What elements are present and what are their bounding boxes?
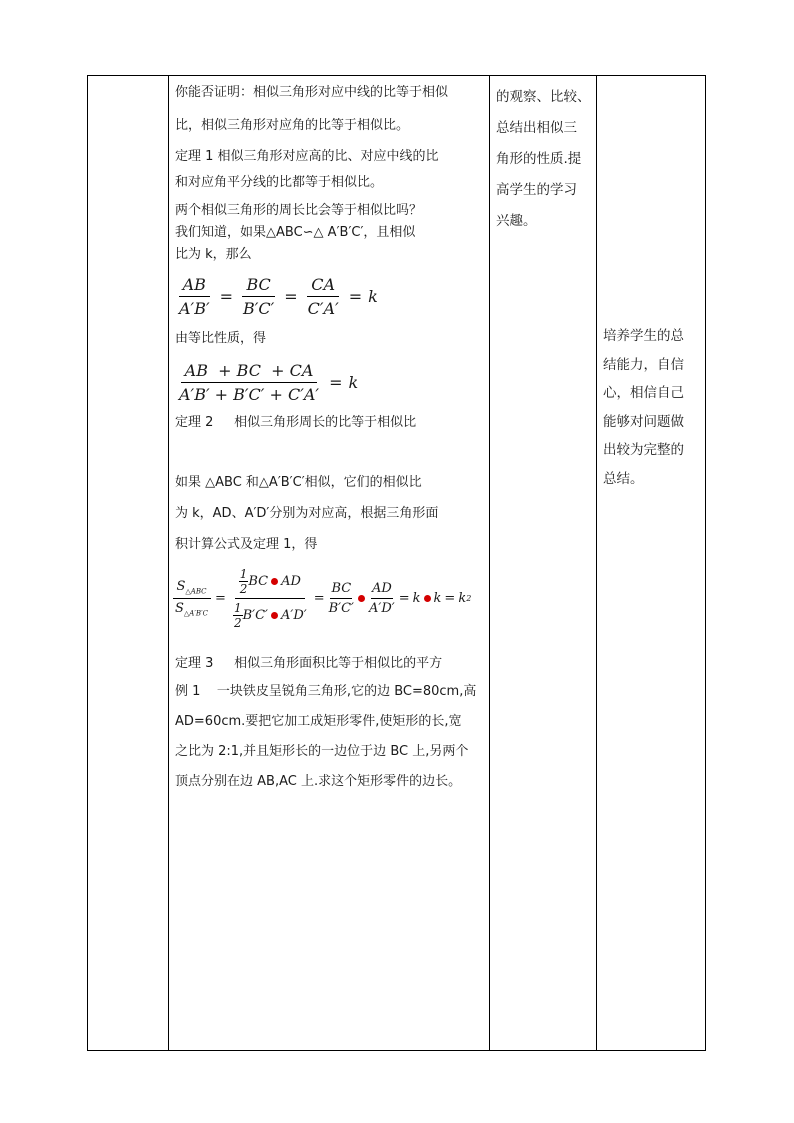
text-line: 心，相信自己 (603, 385, 684, 401)
denominator: A′B′ (179, 298, 210, 318)
goal-column (597, 76, 707, 1050)
numerator: CA (307, 275, 339, 297)
text-line: 总结出相似三 (496, 120, 577, 136)
text-line: 为 k，AD、A′D′分别为对应高，根据三角形面 (175, 506, 439, 521)
variable-k: k (368, 286, 378, 306)
equals-sign: = (313, 590, 325, 606)
denominator: A′D′ (369, 600, 395, 616)
variable-k: k (458, 590, 467, 606)
equation-area (171, 558, 489, 638)
text-line: 高学生的学习 (496, 182, 577, 198)
numerator (235, 567, 305, 599)
numerator: AD (371, 581, 393, 599)
equals-sign: = (444, 590, 456, 606)
denominator: B′C′ (242, 298, 275, 318)
fraction (175, 361, 323, 404)
example-1: 例 1 一块铁皮呈锐角三角形,它的边 BC=80cm,高 (175, 684, 477, 699)
equation-perimeter (175, 354, 489, 410)
theorem-1: 定理 1 相似三角形对应高的比、对应中线的比 (175, 149, 439, 164)
variable-k: k (433, 590, 442, 606)
numerator: 1 (239, 566, 248, 581)
numerator: BC (330, 581, 352, 599)
equals-sign: = (219, 286, 233, 306)
half (233, 601, 243, 630)
numerator: AB (179, 275, 210, 297)
text-line: 如果 △ABC 和△A′B′C′相似，它们的相似比 (175, 475, 422, 490)
text-line: 由等比性质，得 (175, 331, 267, 346)
numerator: AB + BC + CA (181, 361, 318, 383)
term: A′D′ (280, 607, 307, 623)
fraction (368, 581, 396, 616)
text-line: 比为 k，那么 (175, 247, 252, 262)
text-line: AD=60cm.要把它加工成矩形零件,使矩形的长,宽 (175, 714, 462, 729)
equals-sign: = (215, 590, 226, 606)
text-line: 兴趣。 (496, 213, 537, 229)
numerator: BC (242, 275, 274, 297)
equals-sign: = (398, 590, 410, 606)
fraction (175, 275, 214, 318)
term: B′C′ (242, 607, 268, 623)
text-line: 积计算公式及定理 1，得 (175, 537, 318, 552)
text-line: 你能否证明：相似三角形对应中线的比等于相似 (175, 85, 449, 100)
multiply-dot (424, 595, 431, 602)
fraction (328, 581, 355, 616)
text-line: 培养学生的总 (603, 328, 684, 344)
exponent: 2 (466, 593, 472, 603)
text-line: 和对应角平分线的比都等于相似比。 (175, 175, 384, 190)
numerator: 1 (233, 600, 242, 615)
denominator (171, 599, 212, 618)
text-line: 的观察、比较、 (496, 89, 591, 105)
denominator: 2 (233, 615, 242, 630)
equals-sign: = (348, 286, 363, 306)
text-line: 我们知道，如果△ABC∽△ A′B′C′，且相似 (175, 225, 416, 240)
text-line: 能够对问题做 (603, 413, 684, 430)
text-line: 角形的性质.提 (496, 151, 582, 167)
numerator (173, 579, 211, 599)
denominator: C′A′ (307, 298, 339, 318)
text-line: 之比为 2:1,并且矩形长的一边位于边 BC 上,另两个 (175, 744, 469, 759)
denominator: 2 (239, 581, 248, 596)
symbol-s: S (176, 578, 186, 594)
text-line: 结能力，自信 (603, 356, 684, 373)
theorem-2: 定理 2 相似三角形周长的比等于相似比 (175, 415, 417, 430)
question-perimeter: 两个相似三角形的周长比会等于相似比吗？ (175, 203, 423, 218)
content-column (169, 76, 489, 1050)
fraction (304, 275, 343, 318)
equals-sign: = (284, 286, 298, 306)
design-intent-column (490, 76, 596, 1050)
fraction (239, 275, 278, 318)
theorem-3: 定理 3 相似三角形面积比等于相似比的平方 (175, 656, 443, 671)
text-line: 出较为完整的 (603, 442, 684, 458)
subscript: △ABC (185, 587, 207, 596)
equals-sign: = (329, 372, 343, 392)
term: AD (281, 573, 301, 589)
fraction (171, 579, 212, 617)
multiply-dot (358, 595, 365, 602)
half (239, 567, 249, 596)
denominator (229, 599, 311, 630)
variable-k: k (348, 372, 359, 392)
fraction (229, 567, 311, 630)
subscript: △A′B′C (183, 609, 209, 618)
text-line: 顶点分别在边 AB,AC 上.求这个矩形零件的边长。 (175, 774, 462, 789)
symbol-s: S (175, 600, 184, 616)
denominator: A′B′ + B′C′ + C′A′ (179, 384, 320, 404)
multiply-dot (271, 612, 278, 619)
text-line: 比，相似三角形对应角的比等于相似比。 (175, 118, 410, 133)
equation-ratio (175, 270, 489, 322)
lesson-table (87, 75, 706, 1051)
term: BC (248, 573, 269, 589)
text-line: 总结。 (603, 470, 644, 487)
variable-k: k (412, 590, 421, 606)
denominator: B′C′ (328, 600, 355, 616)
multiply-dot (271, 578, 278, 585)
